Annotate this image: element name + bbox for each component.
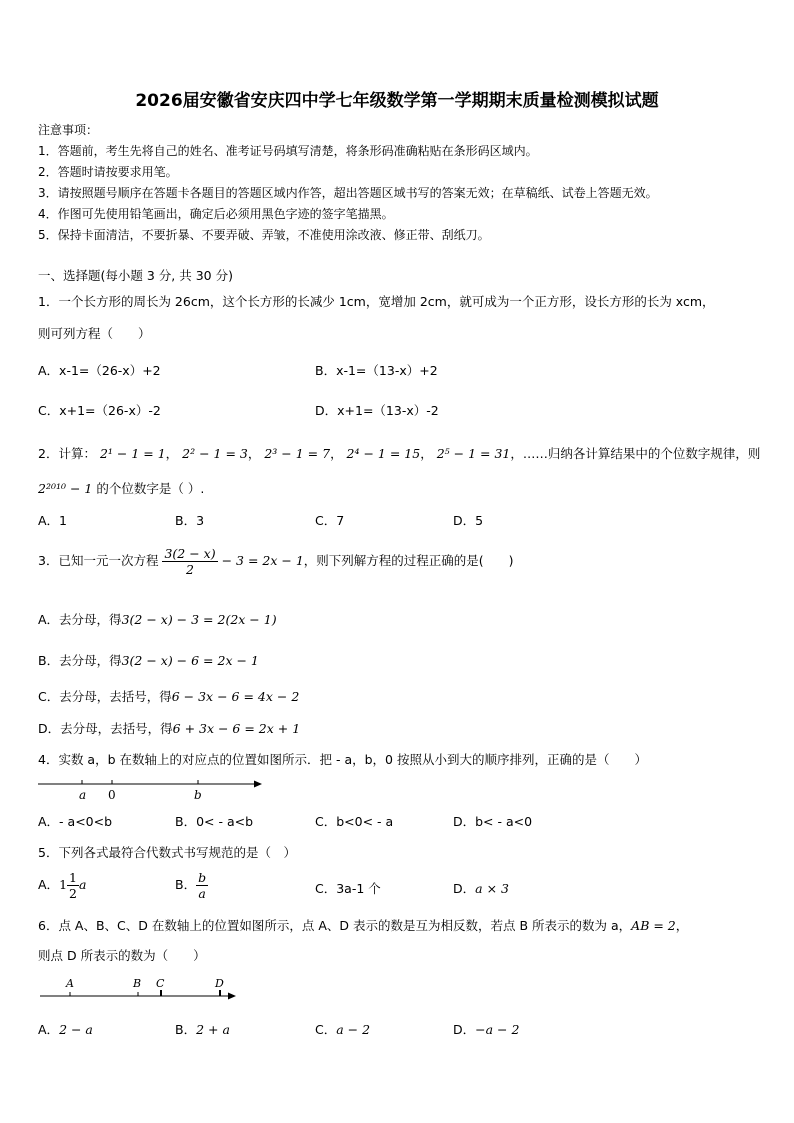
section-heading: 一、选择题(每小题 3 分, 共 30 分) [38,268,233,283]
q5-option-b-den: a [198,886,206,901]
q3-option-b [38,651,259,669]
q6-label-a: A [66,977,74,990]
q1-option-b: B．x-1=（13-x）+2 [315,363,438,378]
q5-option-d-label: D． [453,881,476,896]
note-item-4: 4．作图可先使用铅笔画出，确定后必须用黑色字迹的签字笔描黑。 [38,207,394,221]
q2-expr-3: 2³ − 1 = 7 [264,446,331,461]
q3-option-c-expr: 6 − 3x − 6 = 4x − 2 [171,689,300,704]
q5-option-b-fraction [196,870,208,901]
q2-expr-4: 2⁴ − 1 = 15 [346,446,421,461]
q5-option-b-num: b [198,870,207,885]
q3-option-d [38,719,300,737]
q6-line1-text: 6．点 A、B、C、D 在数轴上的位置如图所示，点 A、D 表示的数是互为相反数，若点 B 所表示的数为 a， [38,918,632,933]
q3-option-d-expr: 6 + 3x − 6 = 2x + 1 [172,721,301,736]
q6-axis-arrow [228,993,236,1000]
q4-number-line [0,770,300,810]
q1-stem-line1: 1．一个长方形的周长为 26cm，这个长方形的长减少 1cm，宽增加 2cm，就可成为一个正方形，设长方形的长为 xcm， [38,294,715,309]
q2-expr-1: 2¹ − 1 = 1 [99,446,166,461]
q2-option-a: A．1 [38,513,68,528]
q1-option-c: C．x+1=（26-x）-2 [38,403,161,418]
q5-option-a-num: 1 [69,870,77,885]
q5-option-c: C．3a-1 个 [315,881,381,896]
q2-option-d: D．5 [453,513,484,528]
q6-option-d [453,1020,519,1038]
q2-line2-expr: 2²⁰¹⁰ − 1 [38,481,93,496]
q4-label-0: 0 [108,788,116,802]
q5-option-a [38,870,86,901]
q6-option-c-expr: a − 2 [336,1022,371,1037]
q6-option-a-label: A． [38,1022,60,1037]
q6-option-d-expr: −a − 2 [475,1022,520,1037]
q4-label-b: b [194,788,202,802]
q6-stem-line2: 则点 D 所表示的数为（ ） [38,948,206,963]
q3-option-b-expr: 3(2 − x) − 6 = 2x − 1 [121,653,259,668]
q5-option-b-label: B． [175,877,197,892]
q6-line1-end: ， [675,918,689,933]
note-item-2: 2．答题时请按要求用笔。 [38,165,178,179]
q6-option-c-label: C． [315,1022,337,1037]
q3-prefix: 3．已知一元一次方程 [38,553,159,568]
q6-option-a [38,1020,93,1038]
q5-option-a-var: a [78,877,87,892]
q4-option-d: D．b< - a<0 [453,814,533,829]
q1-option-a: A．x-1=（26-x）+2 [38,363,161,378]
q1-option-d: D．x+1=（13-x）-2 [315,403,439,418]
q2-option-b: B．3 [175,513,205,528]
q2-expr-2: 2² − 1 = 3 [182,446,248,461]
q3-option-a-label: A．去分母，得 [38,612,122,627]
note-item-3: 3．请按照题号顺序在答题卡各题目的答题区域内作答，超出答题区域书写的答案无效；在草稿纸、试卷上答题无效。 [38,186,658,200]
page-title: 2026届安徽省安庆四中学七年级数学第一学期期末质量检测模拟试题 [135,91,659,111]
q5-option-d-expr: a × 3 [475,881,509,896]
note-item-1: 1．答题前，考生先将自己的姓名、准考证号码填写清楚，将条形码准确粘贴在条形码区域内。 [38,144,538,158]
q5-option-d [453,879,509,897]
q6-line1-expr: AB = 2 [631,918,676,933]
q5-stem: 5．下列各式最符合代数式书写规范的是（ ） [38,845,296,860]
q3-stem [38,546,514,577]
q5-option-a-fraction [67,870,79,901]
q3-frac-denominator: 2 [186,562,194,577]
q3-option-d-label: D．去分母，去括号，得 [38,721,173,736]
note-item-5: 5．保持卡面清洁，不要折暴、不要弄破、弄皱，不准使用涂改液、修正带、刮纸刀。 [38,228,490,242]
q4-option-b: B．0< - a<b [175,814,254,829]
q2-line2-text: 的个位数字是（ ）. [96,481,205,496]
q6-option-a-expr: 2 − a [59,1022,93,1037]
q3-option-b-label: B．去分母，得 [38,653,122,668]
q6-option-b-expr: 2 + a [196,1022,230,1037]
q6-option-c [315,1020,370,1038]
q2-option-c: C．7 [315,513,345,528]
q2-suffix: ，……归纳各计算结果中的个位数字规律，则 [510,446,761,461]
q3-suffix: ，则下列解方程的过程正确的是( ) [303,553,514,568]
q6-label-b: B [133,977,142,990]
q3-option-a [38,610,277,628]
q2-expr-5: 2⁵ − 1 = 31 [436,446,511,461]
q4-stem: 4．实数 a，b 在数轴上的对应点的位置如图所示．把 - a，b，0 按照从小到大的顺序排列，正确的是（ ） [38,752,647,767]
q4-label-a: a [79,788,87,802]
q6-label-c: C [156,977,165,990]
q4-option-a: A．- a<0<b [38,814,113,829]
q3-fraction [162,546,217,577]
q5-option-a-label: A． [38,877,60,892]
q4-option-c: C．b<0< - a [315,814,394,829]
q2-prefix: 2．计算： [38,446,96,461]
notes-heading: 注意事项： [38,123,99,137]
q4-axis-arrow [254,781,262,788]
q3-option-a-expr: 3(2 − x) − 3 = 2(2x − 1) [121,612,277,627]
q6-number-line [0,972,260,1006]
q2-stem-line1: 2．计算： 2¹ − 1 = 1， 2² − 1 = 3， 2³ − 1 = 7， 2⁴ − 1 = 15， 2⁵ − 1 = 31，……归纳各计算结果中的个位数字规律，则 [38,446,761,461]
q5-option-a-whole: 1 [59,877,68,892]
q3-frac-numerator: 3(2 − x) [164,546,216,561]
q3-option-c-label: C．去分母，去括号，得 [38,689,172,704]
q3-option-c [38,687,299,705]
q6-option-d-label: D． [453,1022,476,1037]
q6-label-d: D [215,977,224,990]
q1-stem-line2: 则可列方程（ ） [38,326,151,341]
q6-option-b [175,1020,230,1038]
q6-option-b-label: B． [175,1022,197,1037]
q5-option-a-den: 2 [69,886,77,901]
q5-option-b [175,870,208,901]
q6-stem-line1 [38,916,688,934]
q2-stem-line2 [38,479,204,497]
q3-eq-rest: − 3 = 2x − 1 [221,553,304,568]
